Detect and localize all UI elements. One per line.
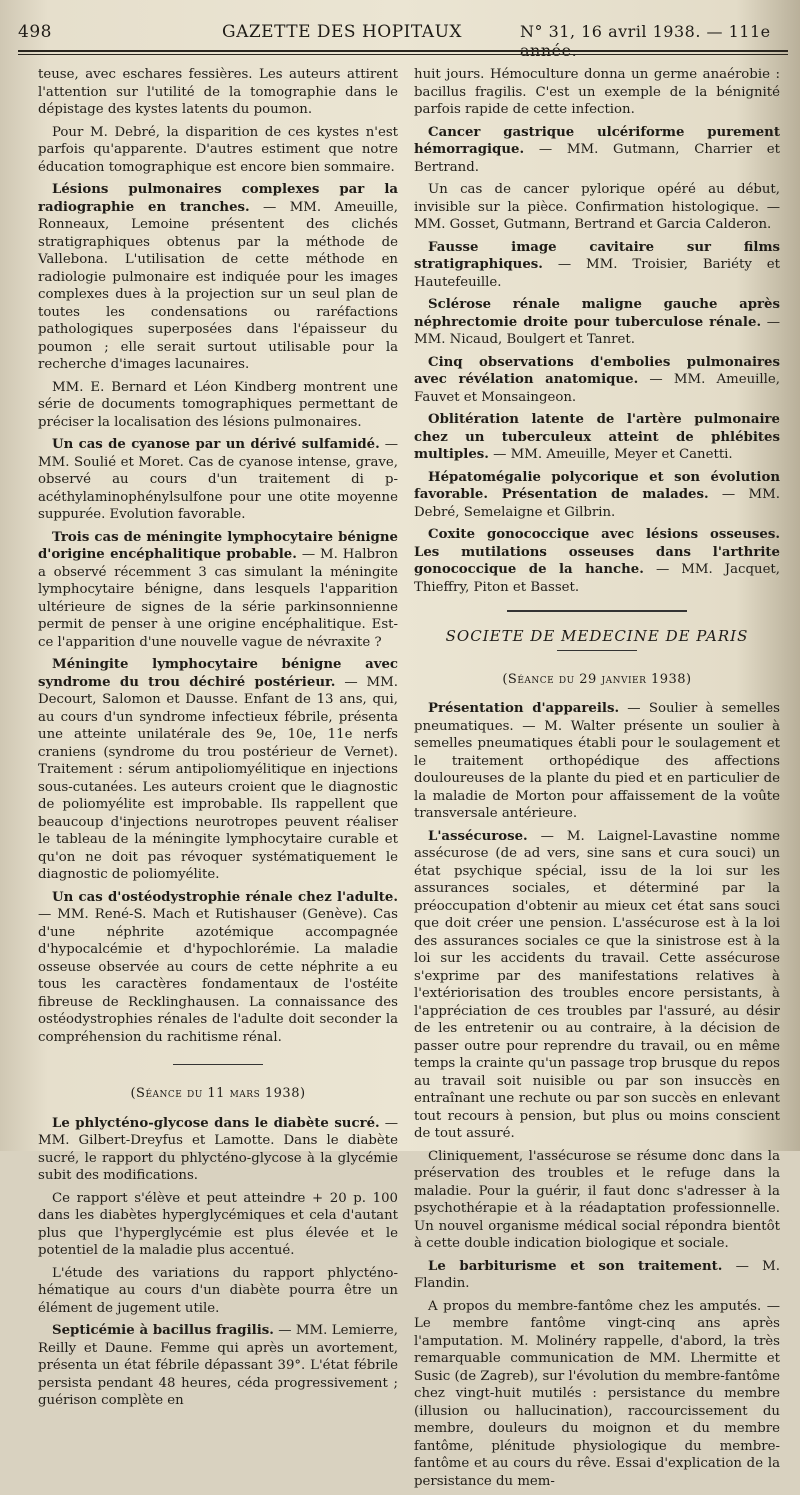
society-title: SOCIETE DE MEDECINE DE PARIS [445,627,749,645]
article-paragraph [38,1190,398,1260]
article-paragraph [414,66,780,119]
article-paragraph [414,1298,780,1491]
article-paragraph [38,436,398,524]
article-paragraph [38,529,398,652]
article-paragraph [414,411,780,464]
article-heading: Coxite gonococcique avec lésions osseuses. Les mutilations osseuses dans l'arthrite gonococcique de la hanche. [414,527,780,577]
article-heading: Méningite lymphocytaire bénigne avec syndrome du trou déchiré postérieur. [38,657,398,690]
article-text: — MM. Jacquet, Thieffry, Piton et Basset. [414,562,781,595]
article-paragraph [414,1148,780,1253]
session-date: (Séance du 29 janvier 1938) [502,671,692,687]
article-text: — MM. Lemierre, Reilly et Daune. Femme qui après un avortement, présenta un état fébrile dépassant 39°. L'état fébrile persista pendant 48 heures, céda progressivement ; guérison complète en [38,1323,398,1408]
header-rule [18,50,788,52]
article-heading: Fausse image cavitaire sur films stratigraphiques. [414,239,780,272]
article-heading: Hépatomégalie polycorique et son évolution favorable. Présentation de malades. [414,469,780,502]
article-paragraph [414,181,780,234]
right-column [414,66,780,1495]
page-header [0,22,800,60]
left-column [38,66,398,1415]
article-paragraph [414,296,780,349]
article-text: teuse, avec eschares fessières. Les auteurs attirent l'attention sur l'utilité de la tomographie dans le dépistage des kystes latents du poumon. [38,67,398,117]
article-heading: Septicémie à bacillus fragilis. [52,1323,274,1338]
article-text: Ce rapport s'élève et peut atteindre + 20 p. 100 dans les diabètes hyperglycémiques et cela d'autant plus que l'hyperglycémie est plus élevée et le potentiel de la maladie plus accentué. [38,1190,398,1258]
article-text: — MM. Ameuille, Ronneaux, Lemoine présentent des clichés stratigraphiques obtenus par la méthode de Vallebona. L'utilisation de cette méthode en radiologie pulmonaire est indiquée pour les images complexes dues à la projection sur un seul plan de toutes les condensations ou raréfactions pathologiques superposées dans l'épaisseur du poumon ; elle serait surtout utilisable pour la recherche d'images lacunaires. [38,199,399,372]
article-heading: Trois cas de méningite lymphocytaire bénigne d'origine encéphalitique probable. [38,529,398,562]
article-heading: Lésions pulmonaires complexes par la radiographie en tranches. [38,182,398,215]
article-text: — MM. Troisier, Bariéty et Hautefeuille. [414,257,780,290]
page-number: 498 [18,22,52,42]
article-text: — MM. Decourt, Salomon et Dausse. Enfant de 13 ans, qui, au cours d'un syndrome infectieux fébrile, présenta une atteinte unilatérale des 9e, 10e, 11e nerfs craniens (syndrome du trou postérieur de Vernet). Traitement : sérum antipoliomyélitique en injections sous-cutanées. Les auteurs croient que le diagnostic de poliomyélite est improbable. Ils rappellent que beaucoup d'injections neurotropes peuvent réaliser le tableau de la méningite lymphocytaire curable et qu'on ne doit pas révoquer systématiquement le diagnostic de poliomyélite. [38,674,398,882]
article-paragraph [414,1258,780,1293]
section-divider [507,610,687,612]
section-divider [173,1064,263,1065]
article-text: — MM. Nicaud, Boulgert et Tanret. [414,314,780,347]
article-heading: Sclérose rénale maligne gauche après néphrectomie droite pour tuberculose rénale. [414,297,780,330]
journal-title: GAZETTE DES HOPITAUX [222,22,463,42]
article-text: A propos du membre-fantôme chez les amputés. — Le membre fantôme vingt-cinq ans après l'amputation. M. Molinéry rappelle, d'abord, la très remarquable communication de MM. Lhermitte et Susic (de Zagreb), sur l'évolution du membre-fantôme chez vingt-huit mutilés : persistance du membre (illusion ou hallucination), raccourcissement du membre, douleurs du moignon et du membre fantôme, plénitude physiologique du membre-fantôme et au cours du rêve. Essai d'explication de la persistance du mem- [414,1298,780,1489]
article-paragraph [38,656,398,884]
article-heading: Cancer gastrique ulcériforme purement hémorragique. [414,124,780,157]
article-text: L'étude des variations du rapport phlycténo-hématique au cours d'un diabète pourra être un élément de jugement utile. [38,1265,398,1316]
article-heading: Le phlycténo-glycose dans le diabète sucré. [52,1115,380,1131]
article-text: — M. Flandin. [414,1258,781,1291]
article-paragraph [38,1265,398,1318]
article-heading: Un cas d'ostéodystrophie rénale chez l'adulte. [52,889,398,905]
article-text: — Soulier à semelles pneumatiques. — M. Walter présente un soulier à semelles pneumatiques établi pour le soulagement et le traitement orthopédique des affections douloureuses de la plante du pied et en particulier de la maladie de Morton pour affaissement de la voûte transversale antérieure. [414,701,780,821]
article-text: — MM. Soulié et Moret. Cas de cyanose intense, grave, observé au cours d'un traitement di p-acéthylaminophénylsulfone pour une otite moyenne suppurée. Evolution favorable. [38,437,398,522]
article-paragraph [38,181,398,374]
article-text: MM. E. Bernard et Léon Kindberg montrent une série de documents tomographiques permettant de préciser la localisation des lésions pulmonaires. [38,379,398,430]
article-paragraph [38,1322,398,1410]
article-text: — M. Halbron a observé récemment 3 cas simulant la méningite lymphocytaire bénigne, dans lesquels l'apparition ultérieure de signes de la série parkinsonnienne permit de penser à une origine encéphalitique. Est-ce l'apparition d'une nouvelle vague de névraxite ? [38,547,398,650]
article-text: Un cas de cancer pylorique opéré au début, invisible sur la pièce. Confirmation histologique. — MM. Gosset, Gutmann, Bertrand et Garcia Calderon. [414,182,780,232]
article-text: Cliniquement, l'assécurose se résume donc dans la préservation des troubles et le refuge dans la maladie. Pour la guérir, il faut donc s'adresser à la psychothérapie et à la réadaptation professionnelle. Un nouvel organisme médical social répondra bientôt à cette double indication biologique et sociale. [414,1148,780,1251]
article-paragraph [38,889,398,1047]
title-underline [557,650,637,651]
article-heading: Le barbiturisme et son traitement. [428,1258,723,1274]
article-text: — MM. Gutmann, Charrier et Bertrand. [414,142,780,175]
article-text: — MM. Ameuille, Meyer et Canetti. [488,447,733,462]
header-rule-thin [18,54,788,55]
article-paragraph [414,526,780,596]
article-heading: Oblitération latente de l'artère pulmonaire chez un tuberculeux atteint de phlébites multiples. [414,412,780,462]
article-paragraph [414,354,780,407]
article-text: — MM. Debré, Semelaigne et Gilbrin. [414,487,780,520]
article-paragraph [414,700,780,823]
session-date: (Séance du 11 mars 1938) [130,1086,306,1101]
article-paragraph [414,124,780,177]
issue-line: N° 31, 16 avril 1938. — 111e année. [520,22,771,60]
article-text: — MM. Ameuille, Fauvet et Monsaingeon. [414,372,780,405]
article-paragraph [38,66,398,119]
article-text: — MM. Gilbert-Dreyfus et Lamotte. Dans le diabète sucré, le rapport du phlycténo-glycose à la glycémie subit des modifications. [38,1115,398,1183]
article-heading: Un cas de cyanose par un dérivé sulfamidé. [52,437,380,452]
article-paragraph [414,469,780,522]
article-heading: Cinq observations d'embolies pulmonaires avec révélation anatomique. [414,354,780,387]
article-text: Pour M. Debré, la disparition de ces kystes n'est parfois qu'apparente. D'autres estiment que notre éducation tomographique est encore bien sommaire. [38,124,398,175]
article-paragraph [38,379,398,432]
article-paragraph [38,124,398,177]
article-text: — M. Laignel-Lavastine nomme assécurose (de ad vers, sine sans et cura souci) un état psychique spécial, issu de la loi sur les assurances sociales, et déterminé par la préoccupation d'obtenir au mieux cet état sans souci que doit créer une pension. L'assécurose est à la loi des assurances sociales ce que la sinistrose est à la loi sur les accidents du travail. Cette assécurose s'exprime par des manifestations relatives à l'extériorisation des troubles encore persistants, à l'appréciation de ces troubles par l'assuré, au désir de les entretenir ou au contraire, à la décision de passer outre pour reprendre du travail, ou en même temps la crainte qu'un passage trop brusque du repos au travail soit nuisible ou par son insuccès en entraînant une rechute ou par son succès en enlevant tout recours à pension, but plus ou moins conscient de tout assuré. [414,828,780,1141]
article-heading: L'assécurose. [428,828,528,844]
article-paragraph [414,239,780,292]
article-paragraph [38,1115,398,1185]
article-text: huit jours. Hémoculture donna un germe anaérobie : bacillus fragilis. C'est un exemple de la bénignité parfois rapide de cette infection. [414,67,780,117]
article-paragraph [414,828,780,1143]
article-text: — MM. René-S. Mach et Rutishauser (Genève). Cas d'une néphrite azotémique accompagnée d'hypocalcémie et d'hypochlorémie. La maladie osseuse observée au cours de cette néphrite a eu tous les caractères fondamentaux de l'ostéite fibreuse de Recklinghausen. La connaissance des ostéodystrophies rénales de l'adulte doit seconder la compréhension du rachitisme rénal. [38,907,398,1045]
article-heading: Présentation d'appareils. [428,701,620,716]
